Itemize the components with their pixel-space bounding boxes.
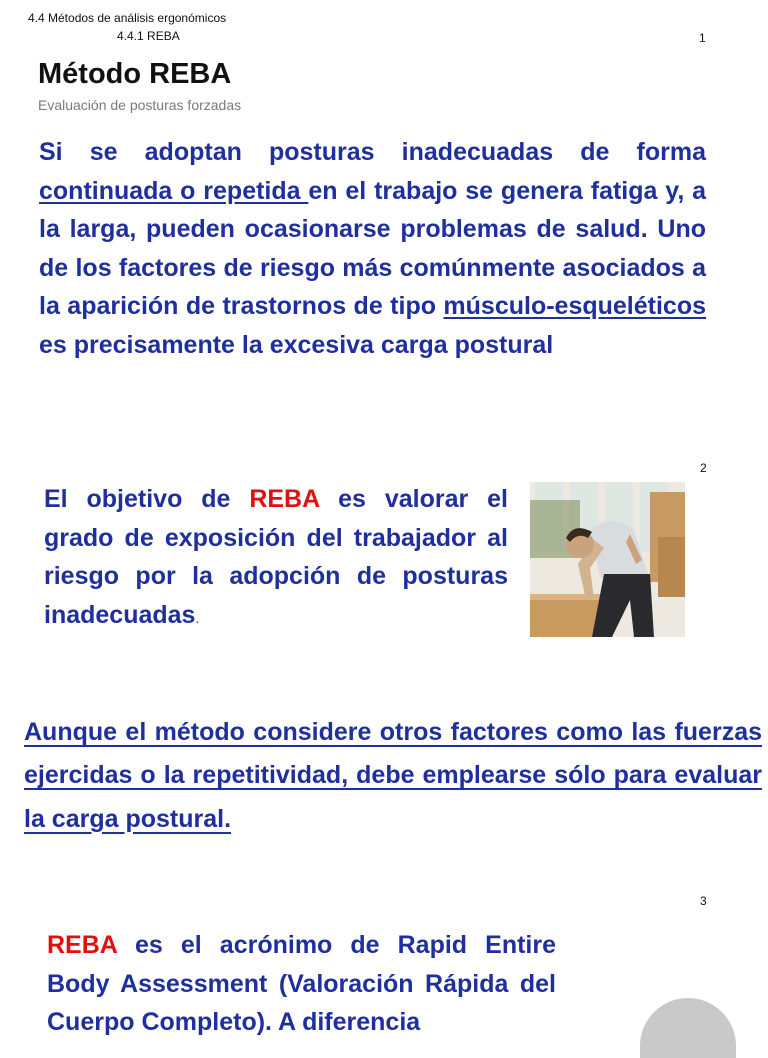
- header-subsection: 4.4.1 REBA: [117, 29, 180, 43]
- intro-text-1: Si se adoptan posturas inadecuadas de forma: [39, 138, 706, 166]
- intro-underline-1: continuada o repetida: [39, 176, 309, 205]
- objective-reba: REBA: [249, 485, 320, 513]
- objective-paragraph: [44, 480, 508, 637]
- page-number-3: 3: [700, 894, 707, 908]
- intro-paragraph: [39, 133, 706, 365]
- page-title: Método REBA: [38, 58, 232, 90]
- objective-text-2: es valorar el grado de exposición del trabajador al riesgo por la adopción de posturas inadecuadas: [44, 485, 508, 629]
- acronym-paragraph: [47, 926, 556, 1042]
- header-section: 4.4 Métodos de análisis ergonómicos: [28, 11, 227, 25]
- photo-worker-back-pain-icon: [530, 482, 685, 637]
- page-subtitle: Evaluación de posturas forzadas: [38, 97, 242, 113]
- photo-worker-back-pain: [530, 482, 685, 637]
- acronym-reba: REBA: [47, 931, 117, 959]
- page-number-2: 2: [700, 461, 707, 475]
- acronym-text: es el acrónimo de Rapid Entire Body Assessment (Valoración Rápida del Cuerpo Completo). A diferencia: [47, 931, 556, 1037]
- objective-text-1: El objetivo de: [44, 485, 250, 513]
- intro-text-3: es precisamente la excesiva carga postural: [39, 330, 554, 359]
- method-note-paragraph: Aunque el método considere otros factores como las fuerzas ejercidas o la repetitividad, debe emplearse sólo para evaluar la carga postural.: [24, 718, 762, 833]
- page-number-1: 1: [699, 31, 706, 45]
- intro-text-2: en el trabajo se genera fatiga y, a la larga, pueden ocasionarse problemas de salud. Uno de los factores de riesgo más comúnmente asociados a la aparición de trastornos de tipo: [39, 176, 707, 321]
- objective-period: .: [195, 609, 200, 626]
- intro-underline-2: músculo-esqueléticos: [443, 292, 706, 321]
- partial-illustration: [640, 998, 736, 1058]
